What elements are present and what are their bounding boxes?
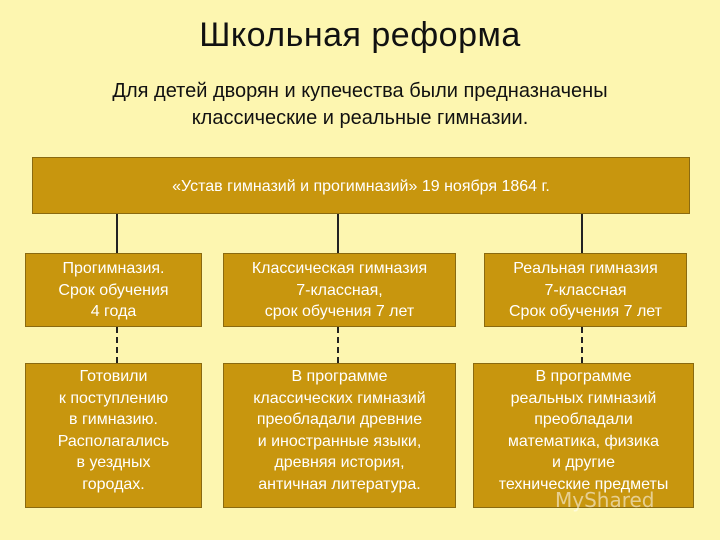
progymnasium-desc-line-2: к поступлению <box>58 389 169 407</box>
subtitle-line-1: Для детей дворян и купечества были предназначены <box>112 80 608 102</box>
connector-bottom-3 <box>581 327 583 363</box>
progymnasium-desc-line-3: в гимназию. <box>69 411 158 428</box>
charter-box: «Устав гимназий и прогимназий» 19 ноября 1864 г. <box>32 157 690 214</box>
connector-bottom-2 <box>337 327 339 363</box>
connector-top-3 <box>581 214 583 253</box>
real-desc-line-3: преобладали <box>534 411 633 428</box>
progymnasium-description-box <box>25 363 202 508</box>
connector-bottom-1 <box>116 327 118 363</box>
classical-line-3: срок обучения 7 лет <box>264 303 415 320</box>
real-line-3: Срок обучения 7 лет <box>509 303 662 320</box>
connector-top-2 <box>337 214 339 253</box>
real-desc-line-5: и другие <box>551 454 616 471</box>
watermark: MyShared <box>555 488 655 512</box>
progymnasium-desc-line-1: Готовили <box>79 368 148 385</box>
classical-desc-line-2: классических гимназий <box>253 389 426 407</box>
classical-desc-line-4: и иностранные языки, <box>257 432 422 450</box>
progymnasium-line-2: Срок обучения <box>58 281 169 299</box>
subtitle <box>40 78 680 132</box>
progymnasium-desc-line-5: в уездных <box>76 454 151 471</box>
real-desc-line-2: реальных гимназий <box>510 389 657 407</box>
page-title: Школьная реформа <box>199 16 521 54</box>
classical-description-box <box>223 363 456 508</box>
classical-gymnasium-box <box>223 253 456 327</box>
progymnasium-desc-line-6: городах. <box>82 475 145 493</box>
classical-line-1: Классическая гимназия <box>251 260 428 277</box>
progymnasium-box <box>25 253 202 327</box>
real-desc-line-1: В программе <box>535 368 632 385</box>
classical-desc-line-6: античная литература. <box>258 475 421 493</box>
real-desc-line-6: технические предметы <box>498 475 669 493</box>
classical-desc-line-3: преобладали древние <box>256 411 423 428</box>
real-gymnasium-box <box>484 253 687 327</box>
real-line-1: Реальная гимназия <box>513 260 658 277</box>
progymnasium-line-1: Прогимназия. <box>62 260 165 277</box>
connector-top-1 <box>116 214 118 253</box>
real-description-box <box>473 363 694 508</box>
real-line-2: 7-классная <box>544 281 627 299</box>
progymnasium-desc-line-4: Располагались <box>57 432 170 450</box>
classical-line-2: 7-классная, <box>296 281 383 299</box>
progymnasium-line-3: 4 года <box>90 303 137 320</box>
classical-desc-line-5: древняя история, <box>274 454 405 471</box>
subtitle-line-2: классические и реальные гимназии. <box>191 107 529 129</box>
classical-desc-line-1: В программе <box>291 368 388 385</box>
real-desc-line-4: математика, физика <box>507 432 660 450</box>
